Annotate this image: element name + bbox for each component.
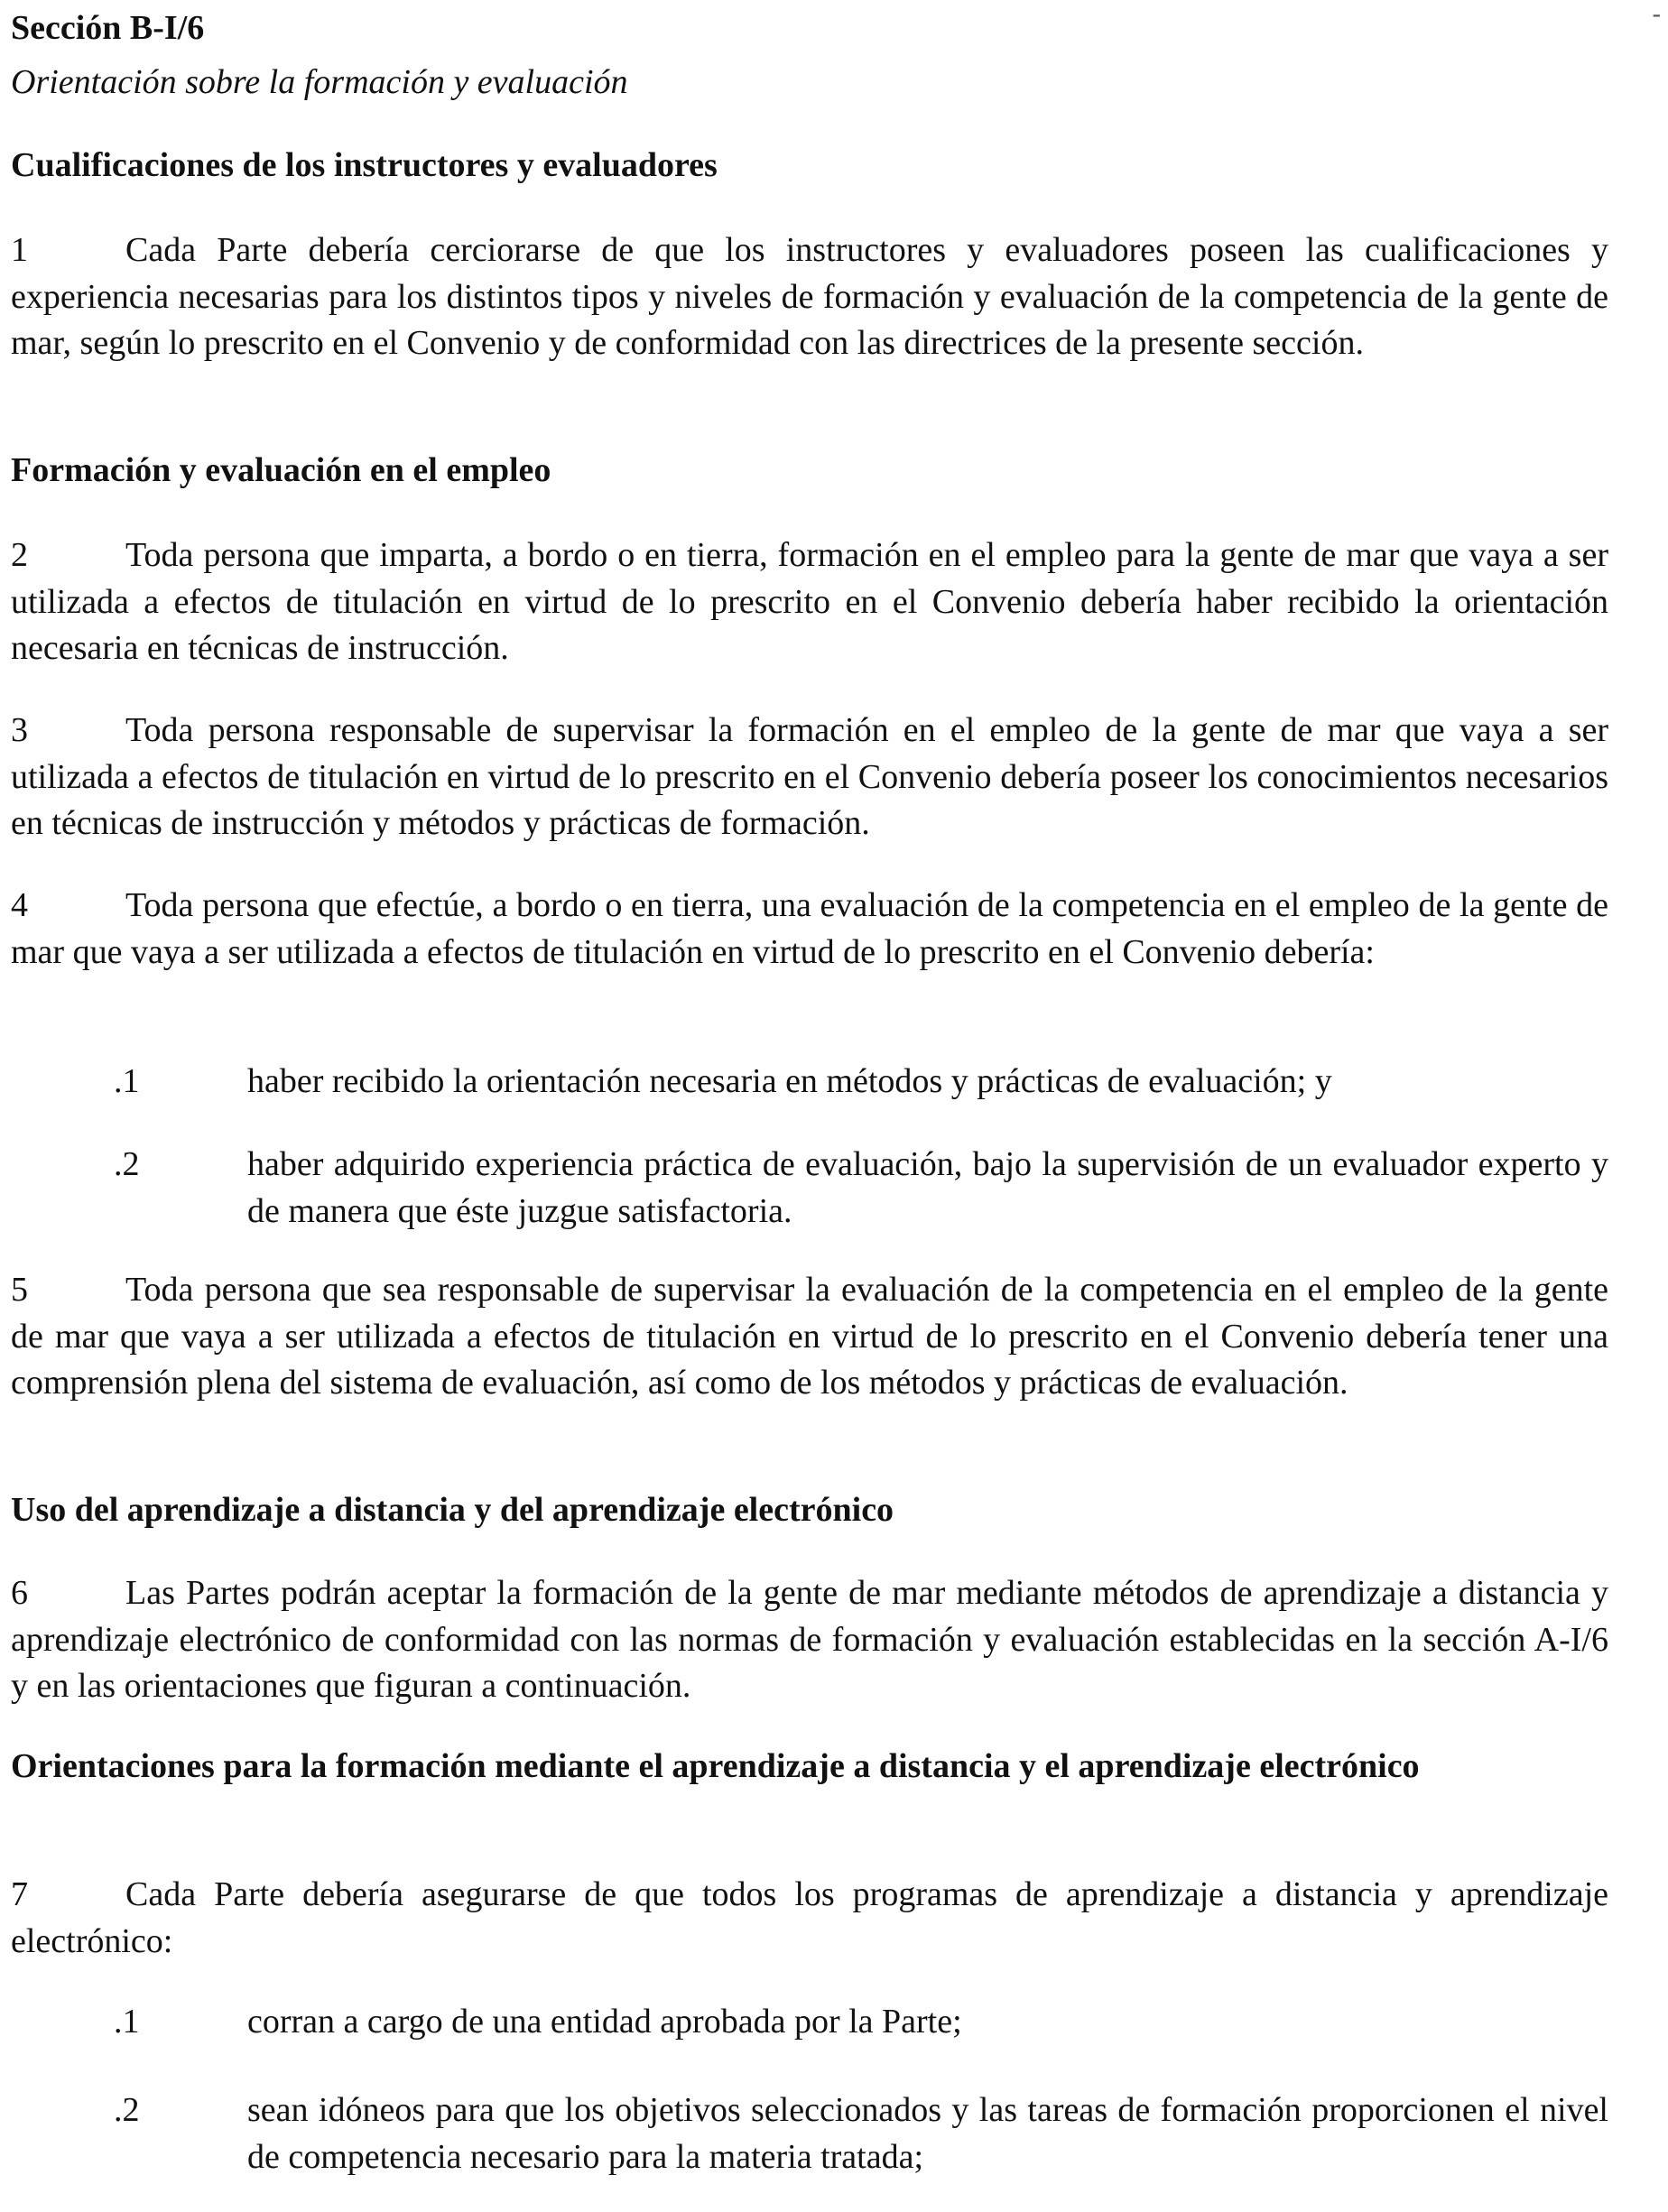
paragraph-3 bbox=[11, 708, 1608, 847]
paragraph-text: Toda persona que sea responsable de supervisar la evaluación de la competencia en el empleo de la gente de mar que vaya a ser utilizada a efectos de titulación en virtud de lo prescrito en el Convenio debería tener una comprensión plena del sistema de evaluación, así como de los métodos y prácticas de evaluación. bbox=[11, 1271, 1608, 1402]
paragraph-number: 1 bbox=[11, 231, 28, 269]
paragraph-text: Toda persona que imparta, a bordo o en tierra, formación en el empleo para la gente de mar que vaya a ser utilizada a efectos de titulación en virtud de lo prescrito en el Convenio debería haber recibido la orientación necesaria en técnicas de instrucción. bbox=[11, 536, 1608, 667]
paragraph-1 bbox=[11, 227, 1608, 367]
paragraph-text: Toda persona responsable de supervisar la formación en el empleo de la gente de mar que vaya a ser utilizada a efectos de titulación en virtud de lo prescrito en el Convenio debería poseer los conocimientos necesarios en técnicas de instrucción y métodos y prácticas de formación. bbox=[11, 711, 1608, 842]
list-item-marker: .2 bbox=[114, 2091, 140, 2129]
list-item-marker: .1 bbox=[114, 1062, 140, 1100]
paragraph-number: 5 bbox=[11, 1271, 28, 1309]
list-item-marker: .1 bbox=[114, 2003, 140, 2041]
heading-distancia: Uso del aprendizaje a distancia y del aprendizaje electrónico bbox=[11, 1491, 894, 1529]
paragraph-number: 2 bbox=[11, 536, 28, 574]
paragraph-text: Toda persona que efectúe, a bordo o en tierra, una evaluación de la competencia en el empleo de la gente de mar que vaya a ser utilizada a efectos de titulación en virtud de lo prescrito en el Convenio debería: bbox=[11, 886, 1608, 971]
paragraph-5 bbox=[11, 1267, 1608, 1407]
page-corner-mark: - bbox=[1652, 0, 1661, 28]
paragraph-6 bbox=[11, 1570, 1608, 1710]
list-item-text: corran a cargo de una entidad aprobada por la Parte; bbox=[247, 2003, 962, 2041]
section-subtitle: Orientación sobre la formación y evaluación bbox=[11, 63, 628, 101]
section-title: Sección B-I/6 bbox=[11, 9, 205, 47]
paragraph-number: 7 bbox=[11, 1875, 28, 1913]
heading-empleo: Formación y evaluación en el empleo bbox=[11, 451, 551, 489]
list-item bbox=[114, 2087, 1608, 2180]
list-item-text: sean idóneos para que los objetivos seleccionados y las tareas de formación proporcionen el nivel de competencia necesario para la materia tratada; bbox=[247, 2091, 1608, 2176]
paragraph-number: 4 bbox=[11, 886, 28, 924]
paragraph-number: 6 bbox=[11, 1574, 28, 1612]
list-item-text: haber adquirido experiencia práctica de evaluación, bajo la supervisión de un evaluador experto y de manera que éste juzgue satisfactoria. bbox=[247, 1145, 1608, 1230]
list-item-marker: .2 bbox=[114, 1145, 140, 1183]
paragraph-2 bbox=[11, 532, 1608, 672]
list-item bbox=[114, 1999, 1608, 2046]
paragraph-text: Las Partes podrán aceptar la formación de la gente de mar mediante métodos de aprendizaje a distancia y aprendizaje electrónico de conformidad con las normas de formación y evaluación establecidas en la sección A-I/6 y en las orientaciones que figuran a continuación. bbox=[11, 1574, 1608, 1705]
heading-cualificaciones: Cualificaciones de los instructores y evaluadores bbox=[11, 146, 718, 184]
heading-orientaciones: Orientaciones para la formación mediante el aprendizaje a distancia y el aprendizaje electrónico bbox=[11, 1747, 1420, 1785]
paragraph-number: 3 bbox=[11, 711, 28, 749]
paragraph-text: Cada Parte debería asegurarse de que todos los programas de aprendizaje a distancia y aprendizaje electrónico: bbox=[11, 1875, 1608, 1960]
paragraph-text: Cada Parte debería cerciorarse de que los instructores y evaluadores poseen las cualificaciones y experiencia necesarias para los distintos tipos y niveles de formación y evaluación de la competencia de la gente de mar, según lo prescrito en el Convenio y de conformidad con las directrices de la presente sección. bbox=[11, 231, 1608, 362]
list-item-text: haber recibido la orientación necesaria en métodos y prácticas de evaluación; y bbox=[247, 1062, 1332, 1100]
paragraph-7 bbox=[11, 1872, 1608, 1965]
list-item bbox=[114, 1059, 1608, 1106]
list-item bbox=[114, 1142, 1608, 1235]
paragraph-4 bbox=[11, 883, 1608, 976]
